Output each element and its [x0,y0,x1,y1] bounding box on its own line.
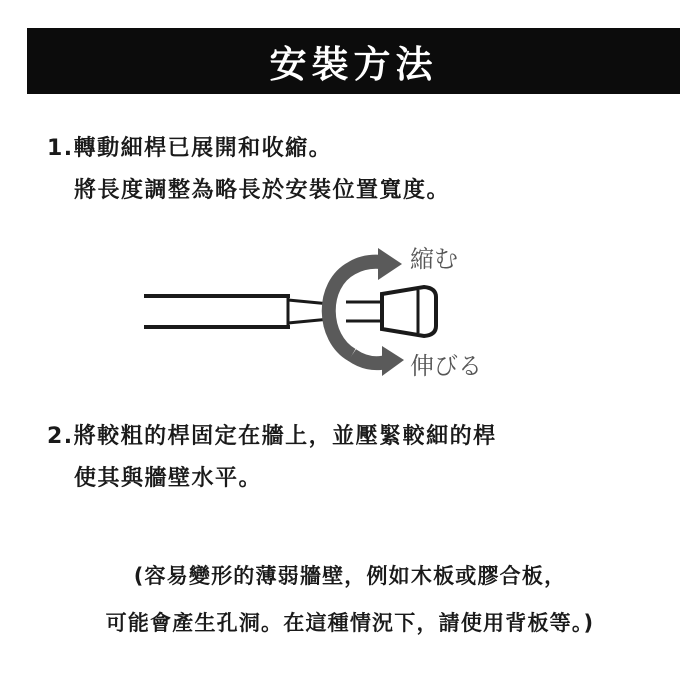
label-extend: 伸びる [410,352,482,380]
step2-instruction-line2: 使其與牆壁水平。 [74,466,263,491]
step2-instruction-line1: 2.將較粗的桿固定在牆上，並壓緊較細的桿 [47,424,497,449]
step1-instruction-line1: 1.轉動細桿已展開和收縮。 [47,136,333,161]
thick-rod [144,296,290,327]
step1-instruction-line2: 將長度調整為略長於安裝位置寬度。 [74,178,451,203]
note-line1: (容易變形的薄弱牆壁，例如木板或膠合板， [133,564,567,588]
note-line2: 可能會產生孔洞。在這種情況下，請使用背板等。) [105,611,595,635]
rod-end-cap [382,287,436,336]
page-title: 安裝方法 [269,43,438,86]
label-shrink: 縮む [410,245,458,273]
